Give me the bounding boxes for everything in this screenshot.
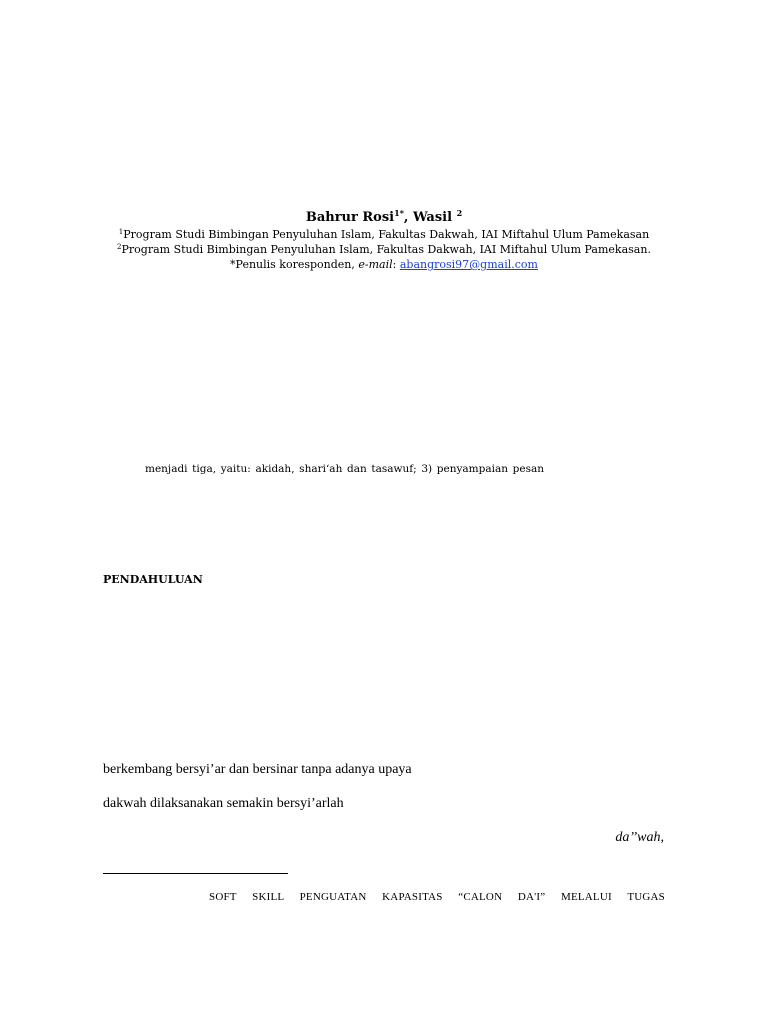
section-heading: PENDAHULUAN [103,573,203,586]
author-separator: , [403,210,413,225]
affiliation-2-superscript: 2 [117,243,122,251]
correspondence-prefix: *Penulis koresponden, [230,258,359,271]
affiliation-1-superscript: 1 [118,228,124,236]
abstract-fragment: menjadi tiga, yaitu: akidah, shari‘ah dan tasawuf; 3) penyampaian pesan [145,463,544,475]
affiliation-1 [0,227,768,242]
affiliation-2-text: Program Studi Bimbingan Penyuluhan Islam, Fakultas Dakwah, IAI Miftahul Ulum Pamekasan. [121,243,651,256]
body-line-2: dakwah dilaksanakan semakin bersyi’arlah [103,796,344,811]
affiliation-2 [0,242,768,257]
email-label: e-mail [358,258,393,271]
author-line [0,209,768,227]
affiliation-1-text: Program Studi Bimbingan Penyuluhan Islam, Fakultas Dakwah, IAI Miftahul Ulum Pamekasan [123,228,650,241]
email-link[interactable]: abangrosi97@gmail.com [399,258,538,271]
correspondence-line [0,257,768,272]
correspondence-colon: : [392,258,400,271]
footnote-separator [103,873,288,874]
italic-fragment: da’’wah, [615,830,664,845]
author-name-2: Wasil [412,210,453,225]
author-1-superscript: 1* [394,208,404,218]
footnote-text: SOFT SKILL PENGUATAN KAPASITAS “CALON DA'I” MELALUI TUGAS [209,891,665,903]
author-2-superscript: 2 [456,208,463,218]
body-line-1: berkembang bersyi’ar dan bersinar tanpa adanya upaya [103,762,412,777]
author-name-1: Bahrur Rosi [305,210,395,225]
